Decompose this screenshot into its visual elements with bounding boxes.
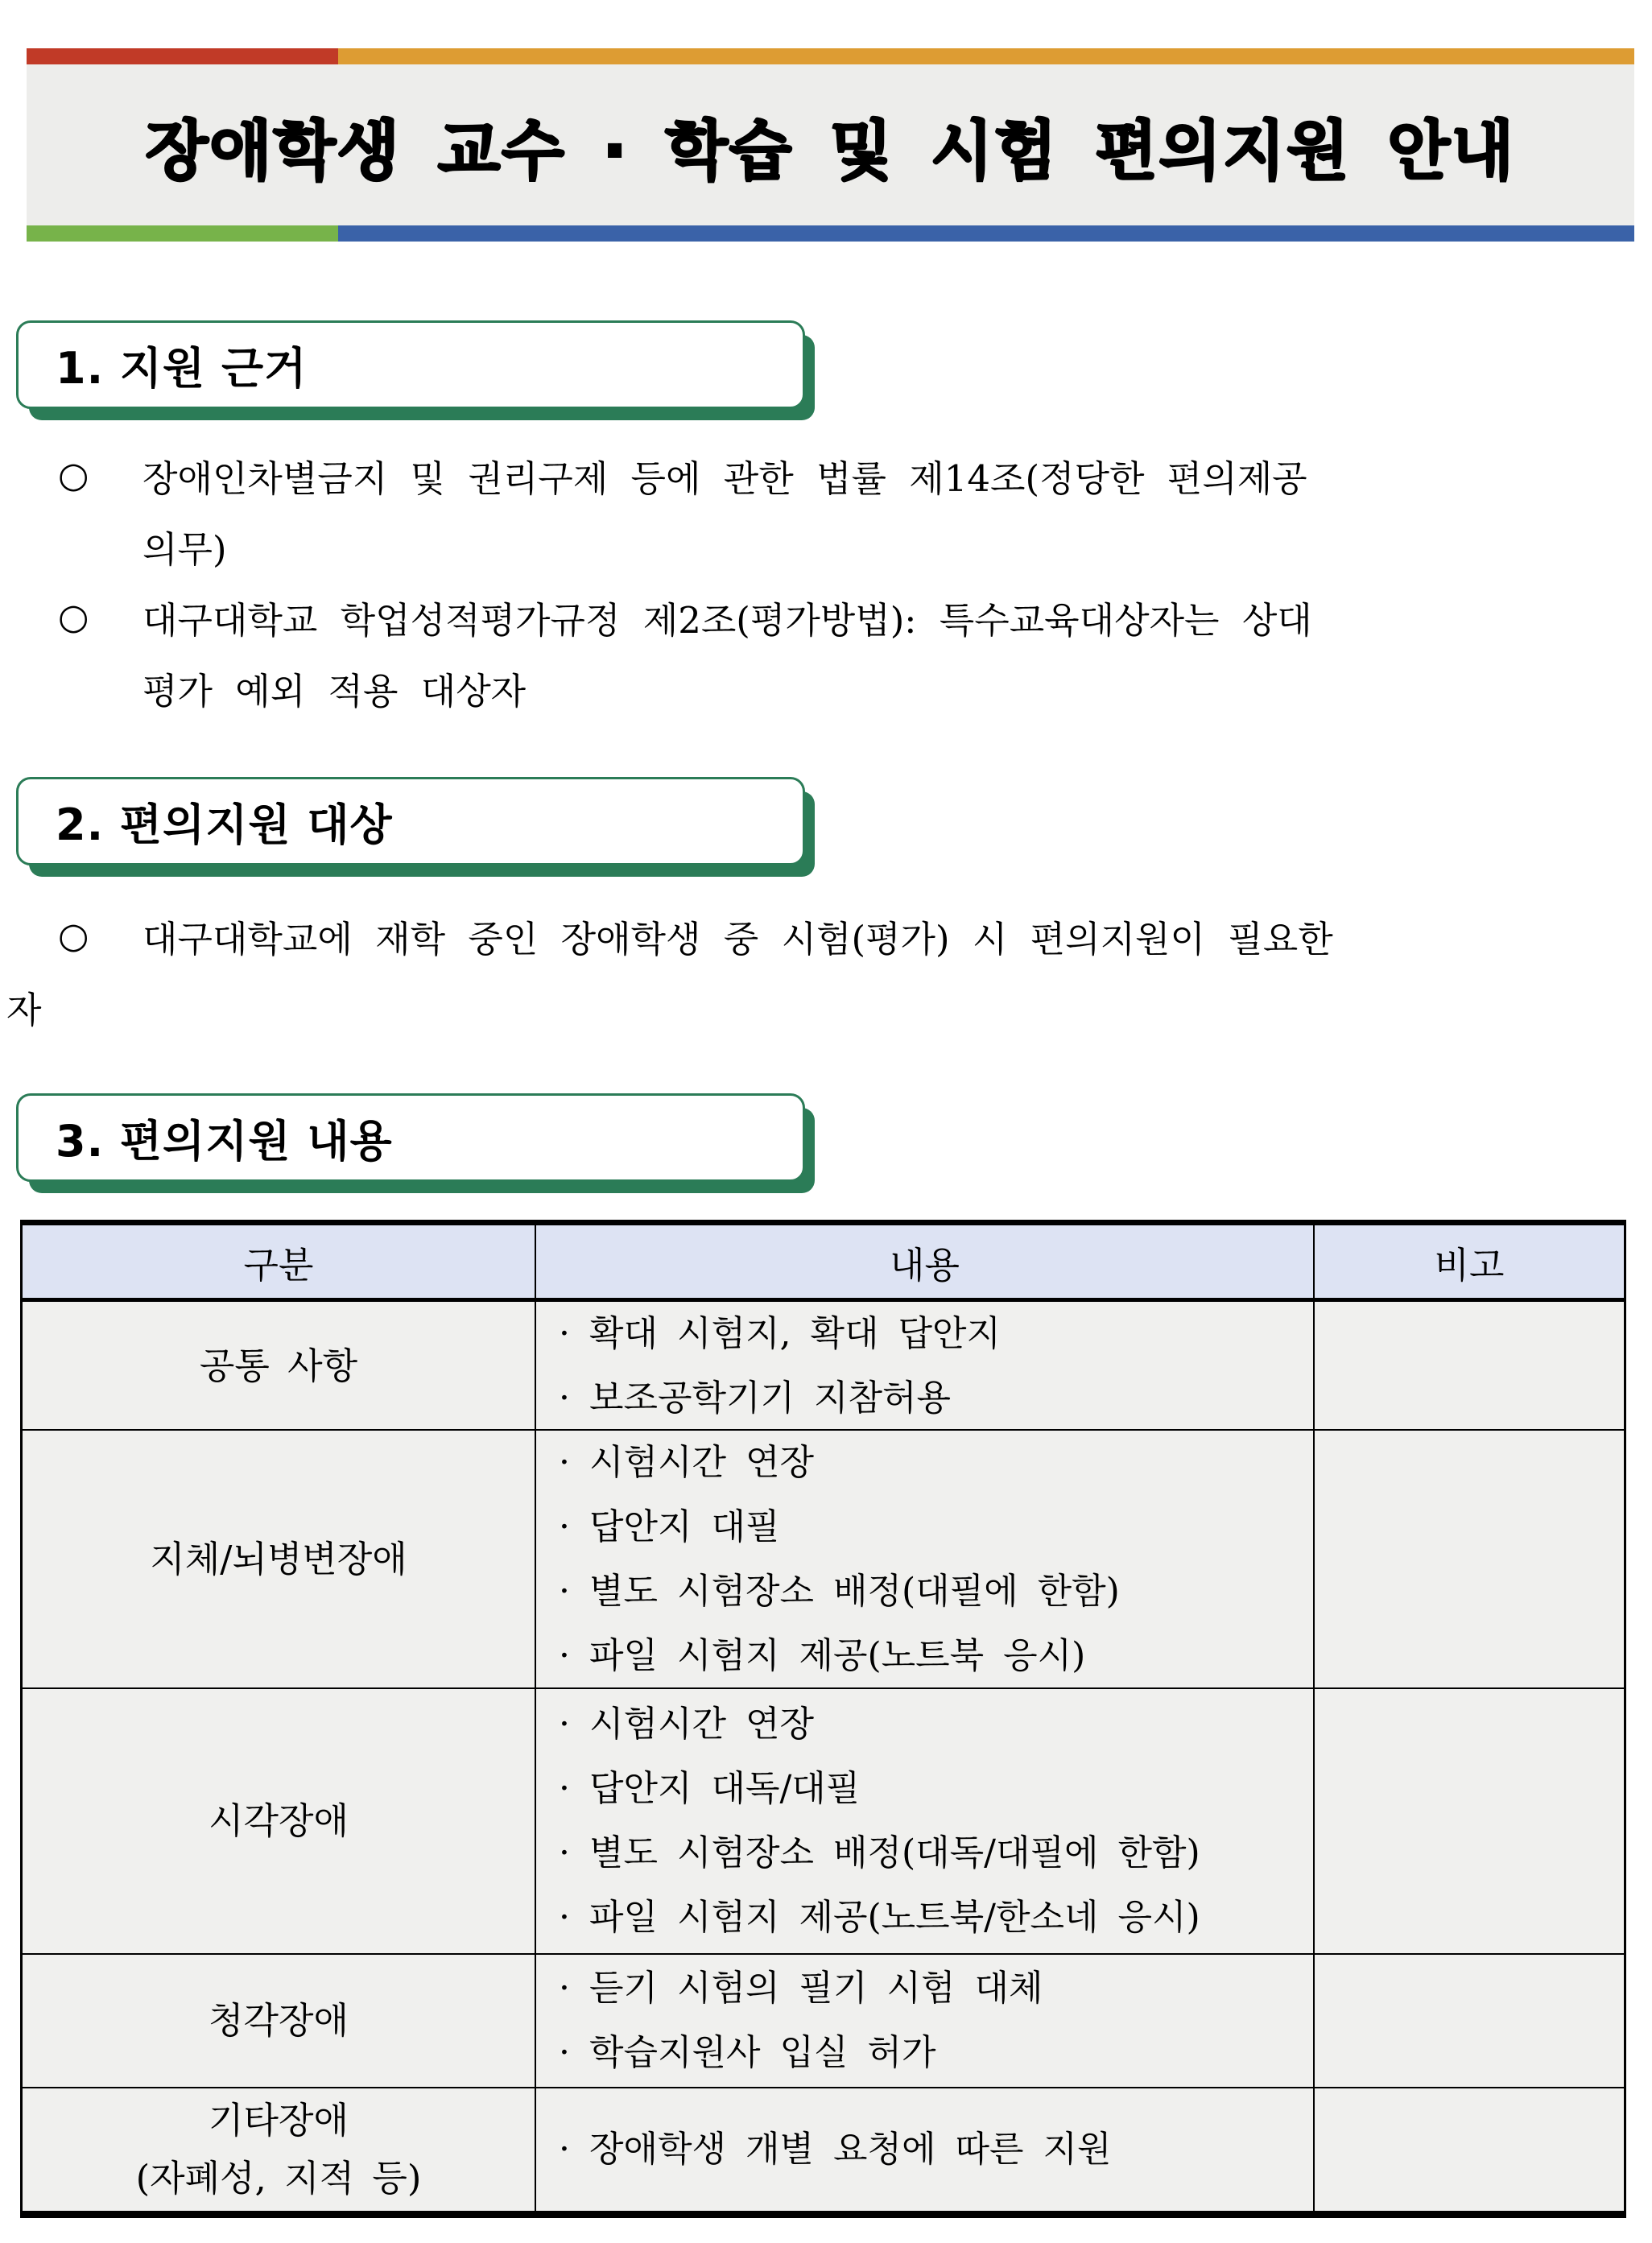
item-line: · 별도 시험장소 배정(대독/대필에 한함) — [559, 1832, 1200, 1873]
category-label: (자폐성, 지적 등) — [135, 2157, 422, 2200]
table-header-row — [23, 1225, 1624, 1300]
item-line: · 장애학생 개별 요청에 따른 지원 — [559, 2129, 1112, 2170]
item-line: · 답안지 대필 — [559, 1506, 780, 1547]
table-row — [23, 1429, 1624, 1687]
item-line: · 학습지원사 입실 허가 — [559, 2032, 936, 2073]
page-title: 장애학생 교수 · 학습 및 시험 편의지원 안내 — [145, 113, 1516, 188]
banner-bottom-bar — [27, 225, 1634, 242]
table-header-cell: 비고 — [1313, 1225, 1624, 1298]
item-line: · 보조공학기기 지참허용 — [559, 1378, 951, 1419]
bullet-line — [0, 900, 1642, 971]
item-line: · 시험시간 연장 — [559, 1704, 814, 1745]
title-banner — [27, 48, 1634, 242]
items-cell — [535, 2088, 1313, 2211]
bullet-text: 대구대학교에 재학 중인 장애학생 중 시험(평가) 시 편의지원이 필요한 — [142, 917, 1333, 960]
item-line: · 답안지 대독/대필 — [559, 1768, 861, 1809]
section-heading-support-basis — [16, 320, 805, 409]
banner-bar-green-segment — [27, 225, 338, 242]
section-heading-support-contents — [16, 1093, 805, 1182]
note-cell — [1313, 1955, 1624, 2087]
section-heading-label: 1. 지원 근거 — [56, 342, 308, 394]
accommodation-table — [20, 1220, 1626, 2218]
bullet-line — [0, 440, 1642, 510]
item-line: · 파일 시험지 제공(노트북/한소네 응시) — [559, 1897, 1200, 1938]
bullet-continuation-line — [0, 652, 1642, 723]
table-header-cell: 구분 — [243, 1243, 314, 1287]
items-cell — [535, 1955, 1313, 2087]
bullet-continuation-line — [0, 510, 1642, 581]
table-row — [23, 1300, 1624, 1429]
bullet-text: 의무) — [142, 527, 227, 571]
item-line: · 듣기 시험의 필기 시험 대체 — [559, 1968, 1043, 2009]
title-panel — [27, 64, 1634, 225]
bullet-text: 자 — [6, 988, 42, 1031]
table-row — [23, 1687, 1624, 1953]
bullet-text: 장애인차별금지 및 권리구제 등에 관한 법률 제14조(정당한 편의제공 — [142, 456, 1307, 500]
table-row — [23, 1953, 1624, 2087]
category-cell — [23, 1431, 535, 1688]
category-label: 지체/뇌병변장애 — [150, 1538, 407, 1580]
items-cell — [535, 1689, 1313, 1953]
items-cell — [535, 1431, 1313, 1688]
item-line: · 파일 시험지 제공(노트북 응시) — [559, 1635, 1086, 1676]
category-label: 시각장애 — [209, 1799, 349, 1842]
section-heading-label: 2. 편의지원 대상 — [56, 799, 393, 850]
note-cell — [1313, 1431, 1624, 1688]
table-row — [23, 2087, 1624, 2211]
bullet-text: 평가 예외 적용 대상자 — [142, 669, 527, 713]
note-cell — [1313, 2088, 1624, 2211]
section-heading-support-target — [16, 777, 805, 865]
category-label: 기타장애 — [209, 2099, 349, 2142]
category-label: 공통 사항 — [199, 1345, 358, 1387]
section-body-support-target — [0, 900, 1642, 1042]
banner-bar-red-segment — [27, 48, 338, 64]
item-line: · 시험시간 연장 — [559, 1442, 814, 1483]
banner-top-bar — [27, 48, 1634, 64]
item-line: · 확대 시험지, 확대 답안지 — [559, 1313, 1001, 1354]
category-label: 청각장애 — [209, 1999, 349, 2042]
bullet-circle-icon: ○ — [58, 915, 89, 956]
bullet-circle-icon: ○ — [58, 454, 89, 496]
bullet-line — [0, 581, 1642, 652]
table-header-cell: 내용 — [535, 1225, 1313, 1298]
items-cell — [535, 1302, 1313, 1431]
bullet-continuation-line — [0, 971, 1642, 1042]
category-cell — [23, 2088, 535, 2211]
item-line: · 별도 시험장소 배정(대필에 한함) — [559, 1571, 1120, 1612]
category-cell — [23, 1302, 535, 1431]
note-cell — [1313, 1689, 1624, 1953]
note-cell — [1313, 1302, 1624, 1431]
banner-bar-orange-segment — [338, 48, 1634, 64]
bullet-text: 대구대학교 학업성적평가규정 제2조(평가방법): 특수교육대상자는 상대 — [142, 598, 1312, 642]
banner-bar-blue-segment — [338, 225, 1634, 242]
section-body-support-basis — [0, 440, 1642, 723]
category-cell — [23, 1689, 535, 1953]
bullet-circle-icon: ○ — [58, 596, 89, 638]
section-heading-label: 3. 편의지원 내용 — [56, 1115, 393, 1167]
category-cell — [23, 1955, 535, 2087]
